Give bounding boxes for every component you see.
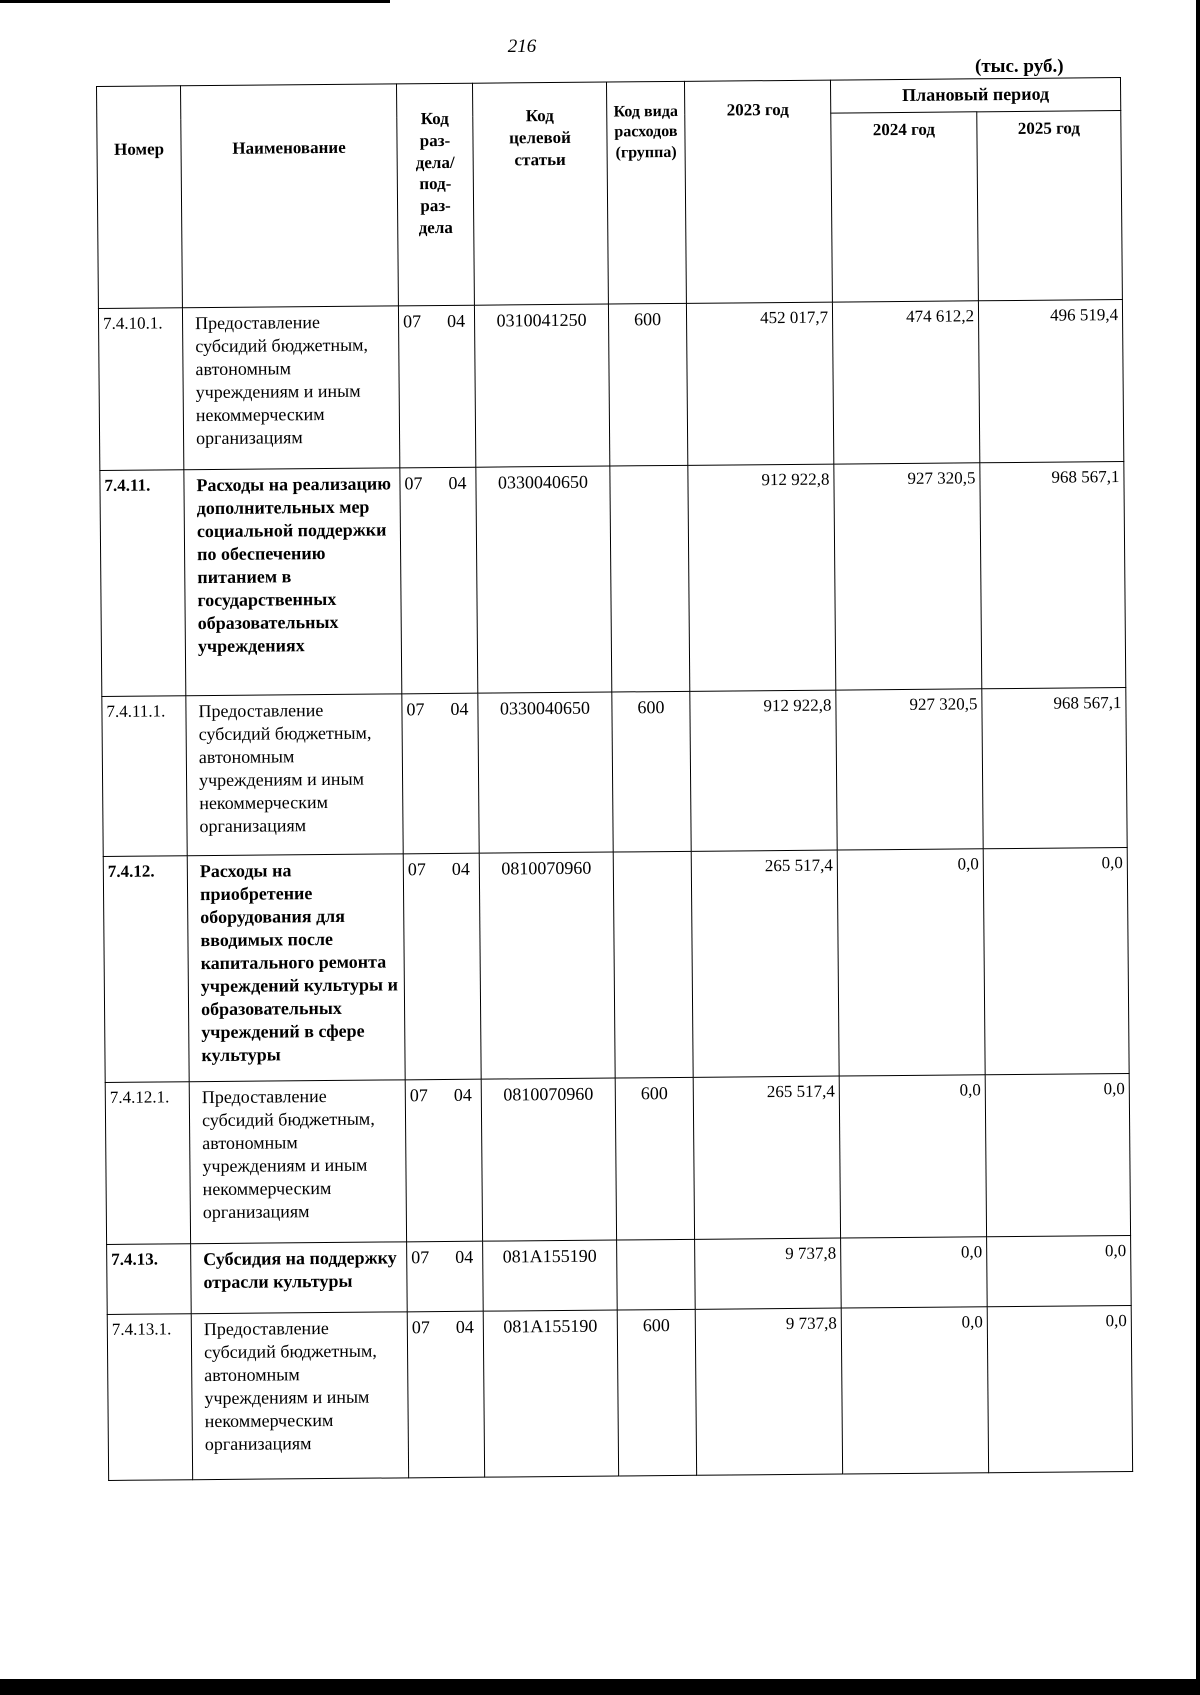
row-amount-2025 [983,848,1129,1075]
units-label: (тыс. руб.) [975,56,1064,77]
amount-2024-text: 927 320,5 [909,694,978,714]
row-amount-2023 [688,464,836,691]
row-expense-type-code [617,1239,696,1310]
table-row [107,1236,1132,1315]
row-name-text: Предоставление субсидий бюджетным, автономным учреждениям и иным некоммерческим организациям [201,1086,375,1223]
table-row [100,462,1126,697]
row-amount-2024 [836,689,983,850]
row-target-code [478,692,613,853]
amount-2025-text: 968 567,1 [1051,467,1120,487]
amount-2024-text: 474 612,2 [905,306,975,326]
row-name [184,468,402,696]
row-amount-2023 [695,1238,842,1309]
scan-edge-right [1196,0,1200,1695]
header-name: Наименование [181,84,399,308]
table-row [107,1306,1132,1481]
row-section-code [405,1079,482,1242]
row-expense-type-code [612,691,691,852]
budget-table-wrapper [96,77,1132,1481]
section-code: 07 [406,699,425,720]
row-target-code [483,1310,618,1477]
row-target-code [479,852,615,1079]
target-code-text: 0330040650 [499,697,591,719]
row-number [105,1082,190,1245]
row-section-code [403,853,481,1080]
header-expense-type: Код вида расходов (группа) [606,81,686,304]
header-target: Код целевой статьи [472,82,608,305]
target-code-text: 0810070960 [501,857,592,879]
header-year-2024: 2024 год [831,112,979,302]
row-section-code [407,1311,484,1478]
row-amount-2023 [693,1076,840,1239]
row-amount-2025 [978,300,1123,463]
table-row [105,1074,1130,1245]
section-code: 07 [409,1085,428,1106]
expense-type-text: 600 [640,1083,668,1104]
row-number-text: 7.4.12.1. [109,1087,170,1107]
page-number: 216 [507,36,537,57]
row-amount-2023 [691,850,839,1077]
table-row [102,688,1127,857]
row-name-text: Расходы на приобретение оборудования для вводимых после капитального ремонта учреждений культуры и образовательных учреждений в сфере культуры [199,860,399,1066]
row-expense-type-code [610,465,690,692]
row-number [100,470,186,697]
row-name [191,1312,408,1480]
amount-2025-text: 0,0 [1104,1241,1127,1261]
row-target-code [481,1078,616,1241]
row-expense-type-code [615,1077,694,1240]
row-number-text: 7.4.10.1. [102,313,163,333]
row-number [103,856,189,1083]
subsection-code: 04 [448,472,467,493]
row-number-text: 7.4.13.1. [111,1319,172,1339]
row-name-text: Расходы на реализацию дополнительных мер социальной поддержки по обеспечению питанием в государственных образовательных учреждениях [196,473,392,657]
amount-2025-text: 496 519,4 [1049,305,1119,325]
row-amount-2023 [695,1308,842,1475]
row-number-text: 7.4.11. [104,475,151,495]
row-amount-2024 [841,1307,988,1474]
target-code-text: 0330040650 [497,471,589,493]
section-code: 07 [407,859,426,880]
target-code-text: 081А155190 [503,1315,598,1337]
table-row [103,848,1129,1083]
row-expense-type-code [608,303,687,466]
target-code-text: 081А155190 [502,1245,597,1267]
header-year-2025: 2025 год [977,111,1123,301]
table-row [98,300,1123,471]
row-number-text: 7.4.11.1. [106,701,166,721]
row-amount-2024 [841,1237,988,1308]
amount-2025-text: 0,0 [1105,1311,1127,1331]
row-amount-2025 [987,1306,1132,1473]
amount-2025-text: 0,0 [1103,1079,1125,1099]
row-target-code [476,466,612,693]
amount-2023-text: 912 922,8 [761,469,830,490]
row-name [186,694,403,856]
header-section: Код раз-дела/ под-раз-дела [396,83,474,306]
row-name [191,1242,408,1314]
row-amount-2024 [837,849,985,1076]
row-section-code [400,467,478,694]
row-target-code [474,304,609,467]
row-name-text: Предоставление субсидий бюджетным, автономным учреждениям и иным некоммерческим организациям [198,700,372,837]
row-number [107,1244,192,1315]
amount-2024-text: 927 320,5 [907,468,976,488]
amount-2025-text: 968 567,1 [1053,693,1122,713]
amount-2024-text: 0,0 [959,1080,981,1100]
row-amount-2024 [834,463,982,690]
amount-2023-text: 265 517,4 [766,1081,835,1102]
subsection-code: 04 [446,310,466,331]
section-code: 07 [404,473,423,494]
subsection-code: 04 [451,858,470,879]
scan-edge-top [0,0,390,3]
amount-2023-text: 452 017,7 [759,307,829,328]
section-code: 07 [411,1247,430,1268]
row-number [102,696,187,857]
row-expense-type-code [617,1309,696,1476]
row-amount-2025 [987,1236,1132,1307]
row-section-code [402,693,479,854]
subsection-code: 04 [455,1246,474,1267]
header-year-2023: 2023 год [684,80,832,303]
row-amount-2025 [980,462,1126,689]
budget-table [96,77,1133,1481]
expense-type-text: 600 [642,1315,670,1336]
row-name-text: Субсидия на поддержку отрасли культуры [203,1247,397,1293]
row-expense-type-code [613,851,693,1078]
expense-type-text: 600 [633,309,662,330]
amount-2025-text: 0,0 [1101,853,1123,873]
amount-2023-text: 912 922,8 [763,695,832,716]
expense-type-text: 600 [637,697,665,718]
row-name [182,306,399,470]
row-number-text: 7.4.12. [107,861,155,881]
section-code: 07 [402,311,422,332]
scan-edge-bottom [0,1679,1200,1695]
row-name [187,854,405,1082]
row-target-code [483,1240,618,1311]
target-code-text: 0310041250 [496,309,587,331]
subsection-code: 04 [455,1316,474,1337]
row-amount-2024 [839,1075,986,1238]
amount-2024-text: 0,0 [960,1242,983,1262]
row-name [189,1080,406,1244]
section-code: 07 [411,1317,430,1338]
row-name-text: Предоставление субсидий бюджетным, автономным учреждениям и иным некоммерческим организациям [194,312,369,449]
row-amount-2025 [985,1074,1130,1237]
header-planned-period: Плановый период [830,78,1120,114]
row-section-code [398,305,475,468]
amount-2024-text: 0,0 [961,1312,983,1332]
row-number-text: 7.4.13. [111,1249,159,1269]
row-amount-2024 [832,301,979,464]
amount-2023-text: 9 737,8 [785,1313,837,1334]
row-number [98,308,183,471]
subsection-code: 04 [450,698,469,719]
row-section-code [407,1241,484,1312]
amount-2023-text: 265 517,4 [764,855,833,876]
row-number [107,1314,192,1481]
target-code-text: 0810070960 [503,1083,594,1105]
row-amount-2023 [686,302,833,465]
amount-2023-text: 9 737,8 [785,1243,837,1264]
subsection-code: 04 [453,1084,472,1105]
row-amount-2023 [690,690,837,851]
header-number: Номер [97,86,183,309]
row-name-text: Предоставление субсидий бюджетным, автономным учреждениям и иным некоммерческим организациям [203,1318,377,1455]
table-body [98,300,1132,1481]
row-amount-2025 [982,688,1127,849]
amount-2024-text: 0,0 [957,854,979,874]
